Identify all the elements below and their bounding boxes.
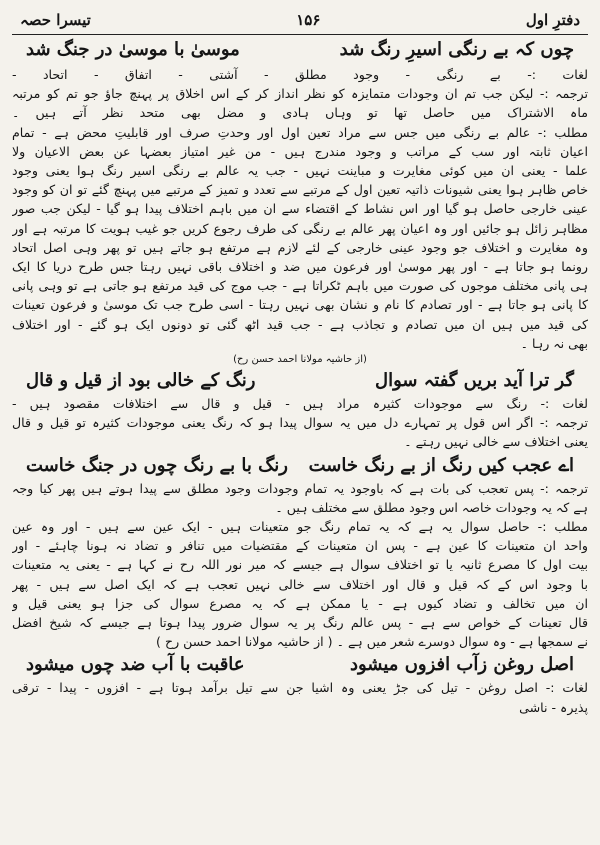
explanation-1-line: مظاہر زائل ہو جائیں اور وہ اعیان پھر عالم بے رنگی کی طرف رجوع کریں جو غیب ہویت کا مرتبہ ہے اور [12,220,588,236]
translation-1-line: ماہ الاشتراک میں حاصل تھا تو وہاں ہادی و مضل بھی متحد نظر آتے ہیں ۔ [12,105,588,121]
explanation-3-line: ان میں تخالف و تضاد کیوں ہے - یا ممکن ہے کہ یہ مصرع سوال کی جزا ہو یعنی قیل و [12,595,588,611]
explanation-1-line: کا پانی ہو جاتا ہے - اور تصادم کا نام و نشان بھی نہیں رہتا - اسی طرح جب تک موسیٰ و فرعون تعینات [12,297,588,313]
page-header [12,6,588,35]
verse-2-first-hemistich: گر ترا آید بریں گفتہ سوال [374,370,574,392]
explanation-1-line: اعیان ثابتہ اور سب کے مراتب و وجود مندرج ہیں - من غیر امتیاز بعضہا عن بعض الاعیان ولا [12,143,588,159]
explanation-1-line: وہ مغایرت و اختلاف جو وجود عینی خارجی کے لئے لازم ہے مرتفع ہو جاتے ہیں تو پھر وہی اصل اتحاد [12,239,588,255]
vocabulary-2: لغات :- رنگ سے موجودات کثیرہ مراد ہیں - قیل و قال سے اختلافات مقصود ہیں - [12,396,588,412]
translation-3-line: ترجمہ :- پس تعجب کی بات ہے کہ باوجود یہ تمام وجودات وجود مطلق سے پیدا ہوتے ہیں پھر کیا وجہ [12,480,588,496]
explanation-3-line: مطلب :- حاصل سوال یہ ہے کہ یہ تمام رنگ جو متعینات ہیں - ایک عین سے ہیں - اور وہ عین [12,519,588,535]
verse-3 [12,452,588,479]
verse-4-first-hemistich: اصل روغن زآب افزوں میشود [349,654,574,676]
translation-1-line: ترجمہ :- لیکن جب تم ان وجودات متمایزہ کو نظر انداز کر کے اس اخلاق پر پہنچ جاؤ جو تم کو مرتبہ [12,86,588,102]
translation-2-line: یعنی اختلاف سے خالی نہیں رہتے ۔ [404,434,588,450]
verse-2 [12,367,588,394]
explanation-3-line: واحد ان متعینات کا عین ہے - پس ان متعینات کے مقتضیات میں تنافر و تضاد نہ ہونا چاہئے - اور [12,538,588,554]
header-book-part: دفترِ اول [525,11,580,29]
source-note-1: (از حاشیہ مولانا احمد حسن رح) [233,354,367,366]
translation-3-line: ہے کہ یہ وجودات خاصہ اس وجود مطلق سے مختلف ہیں ۔ [275,499,588,515]
vocabulary-4-line: پذیرہ - ناشی [519,699,588,715]
explanation-3-line: نے سمجھا ہے - وہ سوال دوسرے شعر میں ہے ۔ ( از حاشیہ مولانا احمد حسن رح ) [156,634,588,650]
verse-1 [12,35,588,65]
verse-3-first-hemistich: اے عجب کیں رنگ از بے رنگ خاست [308,454,574,476]
explanation-1-line: خاص ظاہر ہوا یعنی شیونات ذاتیہ تعین اول کے مرتبے سے تعدد و تمیز کے مرتبے میں پہنچ گئے تو ان کو وجود [12,182,588,198]
vocabulary-1: لغات :- بے رنگی - وجود مطلق - آشتی - اتفاق - اتحاد - [12,67,588,82]
explanation-1-line: ہی پانی مختلف موجوں کی صورت میں باہم ٹکراتا ہے - جب موج کی قید مرتفع ہو جاتی ہے تو وہی پانی [12,278,588,294]
verse-1-second-hemistich: موسیٰ با موسیٰ در جنگ شد [26,39,240,60]
explanation-1-line: مطلب :- عالم بے رنگی میں جس سے مراد تعین اول اور وحدتِ صرف اور قابلیتِ محض ہے - تمام [12,124,588,140]
vocabulary-4-line: لغات :- اصل روغن - تیل کی جڑ یعنی وہ اشیا جن سے تیل برآمد ہوتا ہے - افزوں - پیدا - ترقی [12,680,588,696]
explanation-1-line: رونما ہو جاتا ہے - اور پھر موسیٰ اور فرعون میں ضد و اختلاف باقی نہیں رہتا جس طرح دریا کا ایک [12,259,588,275]
verse-4 [12,651,588,678]
verse-1-first-hemistich: چوں کہ بے رنگی اسیرِ رنگ شد [339,39,574,60]
explanation-1-line: عینی خارجی حاصل ہو گیا اور اس نشاط کے اقتضاء سے ان میں باہم اختلاف پیدا ہو گیا - لیکن جب صور [12,201,588,217]
explanation-3-line: بیت اول کا مصرع ثانیہ یا تو اختلاف سوال ہے جیسے کہ میر نور اللہ رح نے کہا ہے - یعنی یہ متعینات [12,557,588,573]
explanation-1-line: کی قید میں ہیں ان میں تصادم و تجاذب ہے - جب قید اٹھ گئی تو دونوں ایک ہو گئے - اور اختلاف [12,316,588,332]
page-body [12,35,588,717]
verse-2-second-hemistich: رنگ کے خالی بود از قیل و قال [26,370,256,392]
explanation-3-line: قال تعینات کے خواص سے ہے - پس عالم رنگ پر یہ سوال ضرور پیدا ہوتا ہے جیسے کہ شیخ افضل [12,615,588,631]
header-section: تیسرا حصہ [20,11,91,29]
page-number: ۱۵۶ [296,11,321,29]
verse-3-second-hemistich: رنگ با بے رنگ چوں در جنگ خاست [26,454,288,476]
explanation-1-line: علما - یعنی ان میں کوئی مغایرت و مباینت نہیں - جب یہ عالم بے رنگی اسیر رنگ ہوا یعنی وجود [12,163,588,179]
explanation-1-line: بھی نہ رہا ۔ [520,335,588,351]
explanation-3-line: با وجود اس کے کہ قیل و قال اور اختلاف سے خالی نہیں تعجب ہے کہ ایک اصل سے ہیں - پھر [12,576,588,592]
verse-4-second-hemistich: عاقبت با آب ضد چوں میشود [26,654,245,676]
translation-2-line: ترجمہ :- اگر اس قول پر تمہارے دل میں یہ سوال پیدا ہو کہ رنگ یعنی موجودات کثیرہ تو قیل و قال [12,415,588,431]
